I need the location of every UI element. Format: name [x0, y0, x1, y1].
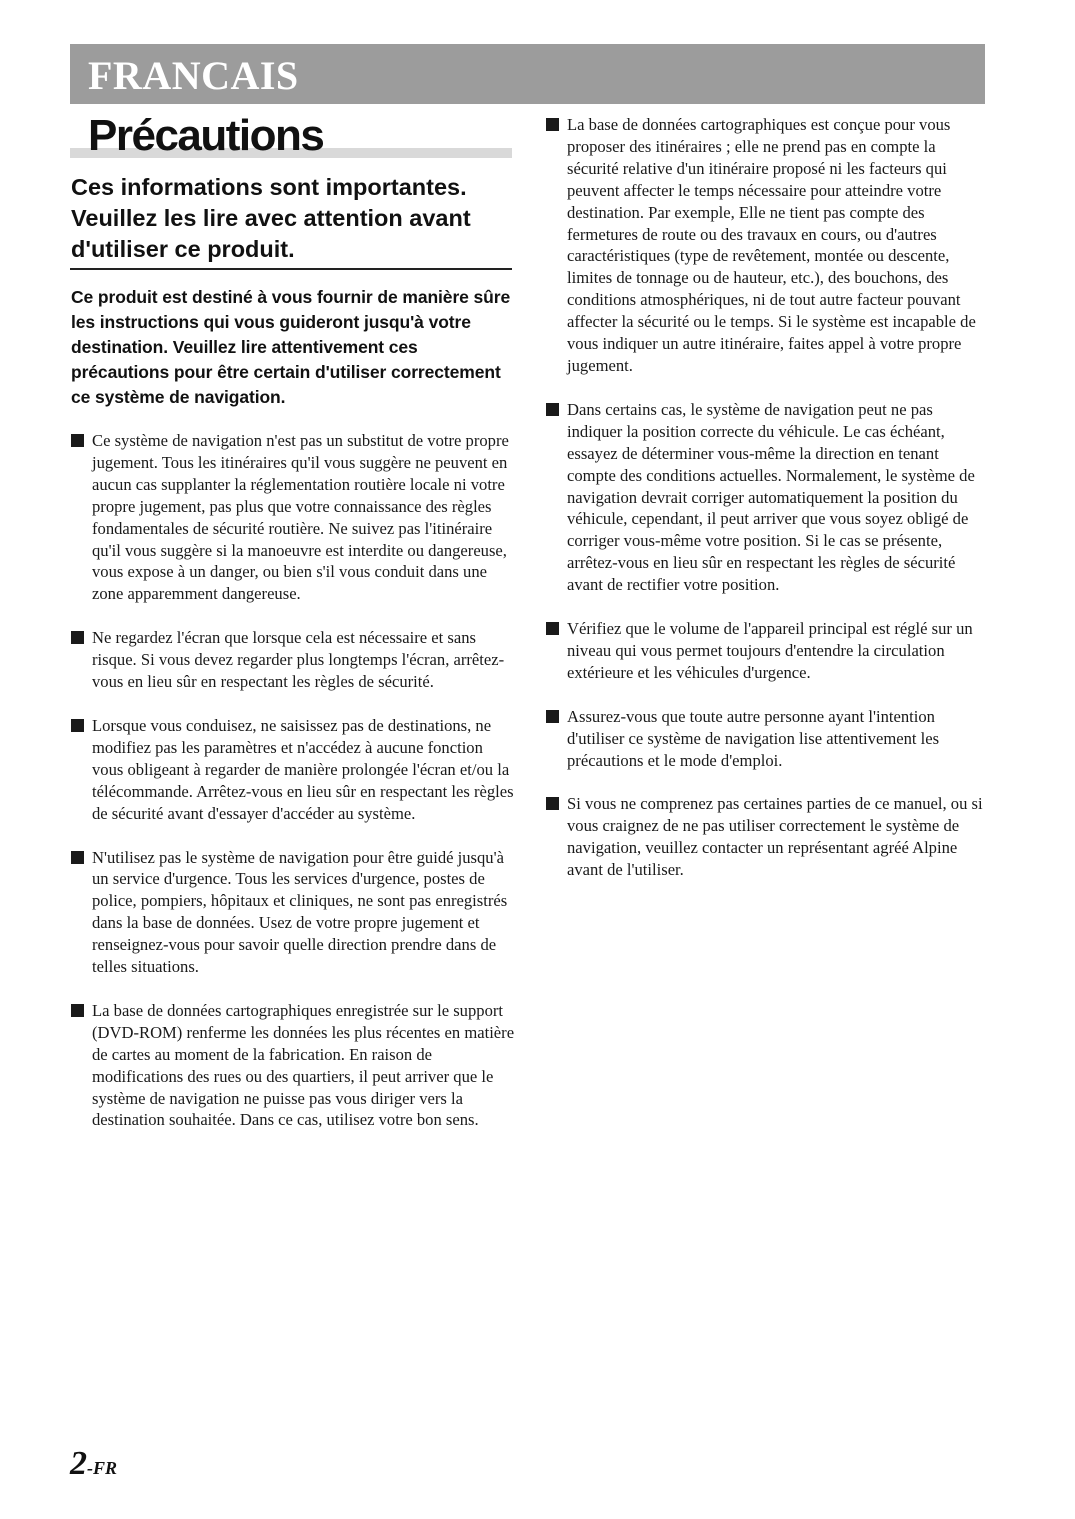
left-column: [71, 430, 516, 1153]
precaution-text: Lorsque vous conduisez, ne saisissez pas de destinations, ne modifiez pas les paramètres et n'accédez à aucune fonction vous obligeant à regarder de manière prolongée l'écran et/ou la télécommande. Arrêtez-vous en lieu sûr en respectant les règles de sécurité avant d'essayer d'accéder au système.: [92, 715, 514, 823]
bullet-square-icon: [546, 710, 559, 723]
bullet-square-icon: [546, 403, 559, 416]
page-title: Précautions: [88, 111, 324, 160]
bullet-square-icon: [546, 118, 559, 131]
page-footer: [70, 1445, 117, 1483]
precaution-text: Vérifiez que le volume de l'appareil principal est réglé sur un niveau qui vous permet toujours d'entendre la circulation extérieure et les véhicules d'urgence.: [567, 619, 973, 682]
bullet-square-icon: [71, 631, 84, 644]
intro-paragraph: Ce produit est destiné à vous fournir de manière sûre les instructions qui vous guideront jusqu'à votre destination. Veuillez lire attentivement ces précautions pour être certain d'utiliser correctement ce système de navigation.: [71, 287, 511, 407]
precaution-item: [546, 114, 991, 377]
precaution-item: [71, 1000, 516, 1131]
heading-divider: [70, 268, 512, 270]
precaution-item: [546, 793, 991, 881]
precaution-item: [71, 430, 516, 605]
title-block: [70, 108, 512, 160]
precaution-text: La base de données cartographiques est conçue pour vous proposer des itinéraires ; elle ne prend pas en compte la sécurité relative d'un itinéraire proposé ni les facteurs qui peuvent affecter le temps nécessaire pour atteindre votre destination. Par exemple, Elle ne tient pas compte des fermetures de route ou des travaux en cours, ou d'autres caractéristiques (type de revêtement, montée ou descente, limites de tonnage ou de hauteur, etc.), des bouchons, des conditions atmosphériques, ni de tout autre facteur pouvant affecter la sécurité ou le temps. Si le système est incapable de vous indiquer un autre itinéraire, faites appel à votre propre jugement.: [567, 115, 976, 375]
precaution-item: [71, 847, 516, 978]
precaution-text: Ce système de navigation n'est pas un substitut de votre propre jugement. Tous les itinéraires qu'il vous suggère ne peuvent en aucun cas supplanter la réglementation routière locale ni votre propre jugement, pas plus que votre connaissance des règles fondamentales de sécurité routière. Ne suivez pas l'itinéraire qu'il vous suggère si la manoeuvre est interdite ou dangereuse, vous expose à un danger, ou bien s'il vous conduit dans une zone apparemment dangereuse.: [92, 431, 509, 604]
precaution-item: [71, 627, 516, 693]
precaution-text: Assurez-vous que toute autre personne ayant l'intention d'utiliser ce système de navigation lise attentivement les précautions et le mode d'emploi.: [567, 706, 940, 770]
page-suffix: -FR: [87, 1458, 118, 1478]
precaution-item: [546, 706, 991, 772]
precaution-text: Dans certains cas, le système de navigation peut ne pas indiquer la position correcte du véhicule. Le cas échéant, essayez de déterminer vous-même la direction en tenant compte des conditions actuelles. Normalement, le système de navigation devrait corriger automatiquement la position du véhicule, cependant, il peut arriver que vous soyez obligé de corriger vous-même votre position. Si le cas se présente, arrêtez-vous en lieu sûr en respectant les règles de sécurité avant de rectifier votre position.: [567, 399, 975, 595]
page-number: 2: [70, 1445, 87, 1482]
bullet-square-icon: [71, 851, 84, 864]
important-notice-heading: Ces informations sont importantes. Veuillez les lire avec attention avant d'utiliser ce produit.: [71, 174, 471, 262]
bullet-square-icon: [71, 1004, 84, 1017]
precaution-text: La base de données cartographiques enregistrée sur le support (DVD-ROM) renferme les données les plus récentes en matière de cartes au moment de la fabrication. En raison de modifications des rues ou des quartiers, il peut arriver que le système de navigation ne puisse pas vous diriger vers la destination souhaitée. Dans ce cas, utilisez votre bon sens.: [92, 1000, 515, 1130]
bullet-square-icon: [546, 622, 559, 635]
bullet-square-icon: [71, 434, 84, 447]
precaution-item: [546, 618, 991, 684]
bullet-square-icon: [546, 797, 559, 810]
right-column: [546, 114, 991, 903]
precaution-item: [546, 399, 991, 596]
language-label: FRANCAIS: [88, 53, 299, 98]
precaution-text: N'utilisez pas le système de navigation pour être guidé jusqu'à un service d'urgence. Tous les services d'urgence, postes de police, pompiers, hôpitaux et cliniques, ne sont pas enregistrés dans la base de données. Usez de votre propre jugement et renseignez-vous pour savoir quelle direction prendre dans de telles situations.: [92, 847, 508, 977]
precaution-text: Si vous ne comprenez pas certaines parties de ce manuel, ou si vous craignez de ne pas utiliser correctement le système de navigation, veuillez contacter un représentant agréé Alpine avant de l'utiliser.: [567, 794, 983, 880]
precaution-item: [71, 715, 516, 825]
bullet-square-icon: [71, 719, 84, 732]
precaution-text: Ne regardez l'écran que lorsque cela est nécessaire et sans risque. Si vous devez regarder plus longtemps l'écran, arrêtez-vous en lieu sûr en respectant les règles de sécurité.: [92, 628, 505, 692]
language-banner: [70, 44, 985, 104]
